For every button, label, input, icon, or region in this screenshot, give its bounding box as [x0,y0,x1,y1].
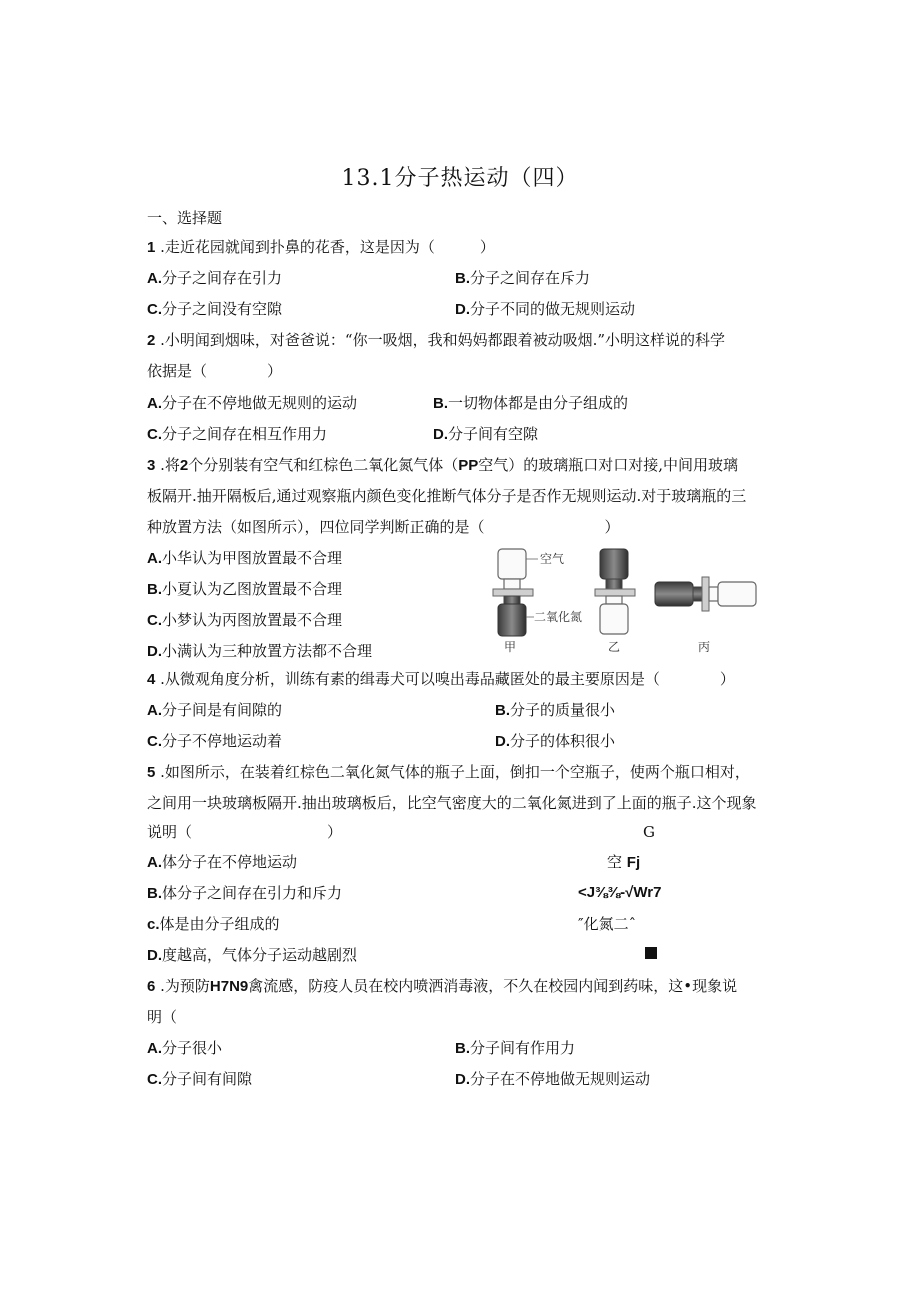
no2-bottle [498,604,526,636]
bottle-placement-figure [490,545,780,655]
option-text: 分子很小 [162,1039,223,1057]
option-label: D. [147,643,162,660]
option-label: C. [147,733,162,750]
option-text: 分子之间没有空隙 [162,300,283,318]
question-5-stem-line-1 [147,762,750,783]
air-bottle [718,582,756,606]
bottle-neck [504,579,520,589]
option-label: D. [455,1071,470,1088]
option-label: A. [147,395,162,412]
question-1-stem [147,237,495,258]
option-label: A. [147,1040,162,1057]
question-3-stem-line-2: 板隔开.抽开隔板后,通过观察瓶内颜色变化推断气体分子是否作无规则运动.对于玻璃瓶的三 [147,487,747,505]
option-text: 分子间有空隙 [448,425,539,443]
question-3-option-a [147,548,342,569]
option-label: A. [147,854,162,871]
option-label: C. [147,426,162,443]
option-text: 一切物体都是由分子组成的 [448,394,629,412]
question-3-text-a: .将 [160,456,180,474]
question-4-option-b [495,700,615,721]
option-text: 体分子在不停地运动 [162,853,298,871]
option-label: A. [147,550,162,567]
setup-bing [655,577,756,654]
option-text: 小满认为三种放置方法都不合理 [162,642,373,660]
option-text: 分子之间存在斥力 [470,269,591,287]
option-text: 分子之间存在引力 [162,269,283,287]
bottle-neck [709,587,718,601]
question-6-text-a: .为预防 [160,977,210,995]
figure-label-bing: 丙 [698,640,711,654]
setup-yi [595,549,635,654]
question-4-option-d [495,731,615,752]
option-label: D. [433,426,448,443]
question-6-stem-line-2: 明（ [147,1008,178,1026]
question-3-option-c [147,610,342,631]
question-3-text-b: 2 [179,457,189,474]
question-4-number: 4 [147,671,156,688]
question-3-number: 3 [147,457,156,474]
option-label: D. [455,301,470,318]
option-label: A. [147,270,162,287]
option-label: B. [147,581,162,598]
option-text: 分子间有间隙 [162,1070,253,1088]
option-text: 分子在不停地做无规则运动 [470,1070,651,1088]
bottle-neck [504,596,520,604]
page-title: 13.1分子热运动（四） [341,166,579,191]
question-2-stem-line-1 [147,330,725,351]
option-label: B. [147,885,162,902]
question-2-stem-line-2: 依据是（ ） [147,362,283,380]
section-heading: 一、选择题 [147,209,223,227]
option-label: D. [495,733,510,750]
option-text: 体分子之间存在引力和斥力 [162,884,343,902]
bottle-neck [606,596,622,604]
question-6-option-b [455,1038,575,1059]
question-3-text-e: 空气）的玻璃瓶口对口对接,中间用玻璃 [478,456,739,474]
question-5-option-a [147,852,297,873]
question-2-option-a [147,393,357,414]
option-label: C. [147,612,162,629]
figure-ocr-mid: <J⅜⅜-√Wr7 [578,884,662,901]
question-2-number: 2 [147,332,156,349]
question-2-option-d [433,424,538,445]
option-label: B. [433,395,448,412]
option-text: 小夏认为乙图放置最不合理 [162,580,343,598]
question-1-number: 1 [147,239,156,256]
question-6-option-d [455,1069,650,1090]
option-label: A. [147,702,162,719]
question-2-option-b [433,393,628,414]
question-2-option-c [147,424,327,445]
question-1-option-d [455,299,635,320]
figure-label-yi: 乙 [608,640,621,654]
option-text: 分子不停地运动着 [162,732,283,750]
option-text: 分子不同的做无规则运动 [470,300,636,318]
question-6-text-b: H7N9 [209,978,249,995]
figure-ocr-air-a: 空 [607,853,623,871]
question-1-text: .走近花园就闻到扑鼻的花香，这是因为（ ） [160,238,495,256]
option-label: D. [147,947,162,964]
option-text: 分子在不停地做无规则的运动 [162,394,358,412]
question-5-stem-line-3: 说明（ ） [147,823,343,841]
no2-bottle [655,582,693,606]
option-text: 分子间有作用力 [470,1039,576,1057]
bottle-neck [606,579,622,589]
air-bottle [498,549,526,579]
question-3-text-c: 个分别装有空气和红棕色二氧化氮气体（ [188,456,459,474]
question-1-option-b [455,268,590,289]
question-6-text-c: 禽流感，防疫人员在校内喷洒消毒液，不久在校园内闻到药味，这•现象说 [248,977,738,995]
figure-ocr-no2: ″化氮二ˆ [578,915,637,933]
question-3-stem-line-1 [147,455,738,476]
question-3-stem-line-3: 种放置方法（如图所示），四位同学判断正确的是（ ） [147,518,620,536]
question-4-text: .从微观角度分析，训练有素的缉毒犬可以嗅出毒品藏匿处的最主要原因是（ ） [160,670,735,688]
option-label: C. [147,301,162,318]
option-label: C. [147,1071,162,1088]
option-label: B. [495,702,510,719]
no2-bottle [600,549,628,579]
question-6-stem-line-1 [147,976,737,997]
option-label: B. [455,1040,470,1057]
figure-black-square-icon [645,947,657,959]
glass-plate [493,589,533,596]
option-text: 分子间是有间隙的 [162,701,283,719]
question-5-stem-line-2: 之间用一块玻璃板隔开.抽出玻璃板后，比空气密度大的二氧化氮进到了上面的瓶子.这个现象 [147,794,757,812]
question-3-option-d [147,641,372,662]
bottle-neck [693,587,702,601]
question-4-option-a [147,700,282,721]
option-text: 度越高，气体分子运动越剧烈 [162,946,358,964]
question-4-stem [147,669,735,690]
question-4-option-c [147,731,282,752]
option-text: 小梦认为丙图放置最不合理 [162,611,343,629]
setup-jia [493,549,582,654]
question-5-number: 5 [147,764,156,781]
figure-ocr-g: G [643,823,655,841]
glass-plate [702,577,709,611]
option-text: 分子的体积很小 [510,732,616,750]
question-1-option-c [147,299,282,320]
question-5-option-b [147,883,342,904]
question-5-text: .如图所示，在装着红棕色二氧化氮气体的瓶子上面，倒扣一个空瓶子，使两个瓶口相对， [160,763,750,781]
question-6-number: 6 [147,978,156,995]
question-5-option-c [147,914,280,935]
figure-ocr-air-b: Fj [626,854,641,871]
figure-label-jia: 甲 [504,640,517,654]
option-text: 分子之间存在相互作用力 [162,425,328,443]
glass-plate [595,589,635,596]
option-text: 分子的质量很小 [510,701,616,719]
option-label: c. [147,916,160,933]
option-text: 体是由分子组成的 [159,915,280,933]
figure-ocr-air [607,852,640,873]
question-3-text-d: PP [458,457,479,474]
question-6-option-a [147,1038,222,1059]
question-6-option-c [147,1069,252,1090]
question-2-text: .小明闻到烟味，对爸爸说：“你一吸烟，我和妈妈都跟着被动吸烟.”小明这样说的科学 [160,331,726,349]
figure-label-no2: 二氧化氮 [534,610,583,624]
option-text: 小华认为甲图放置最不合理 [162,549,343,567]
air-bottle [600,604,628,634]
option-label: B. [455,270,470,287]
question-3-option-b [147,579,342,600]
question-5-option-d [147,945,357,966]
figure-label-air: 空气 [540,552,565,566]
question-1-option-a [147,268,282,289]
